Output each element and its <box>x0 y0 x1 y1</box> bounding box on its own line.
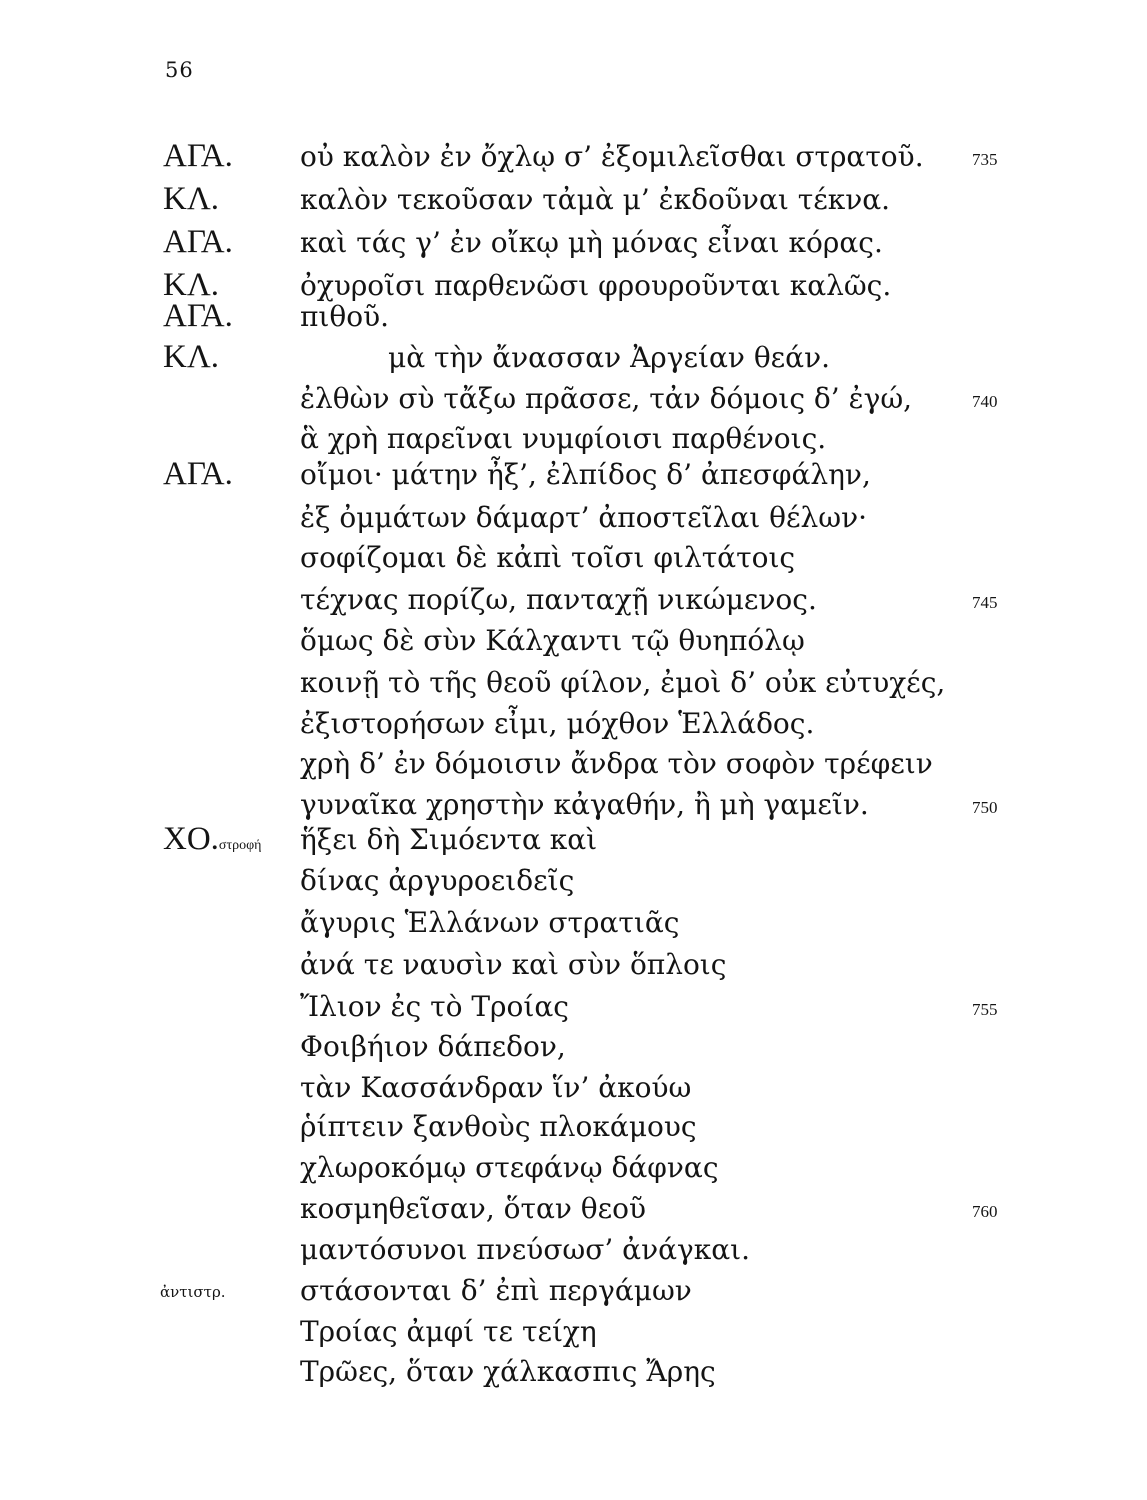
verse-line <box>0 1270 1147 1314</box>
verse-line <box>0 902 1147 946</box>
speaker-label <box>163 819 261 866</box>
verse-line <box>0 136 1147 180</box>
verse-text-line: ὀχυροῖσι παρθενῶσι φρουροῦνται καλῶς. <box>300 269 892 302</box>
verse-line <box>0 1026 1147 1070</box>
verse-line <box>0 1147 1147 1191</box>
verse-text-line: χλωροκόμῳ στεφάνῳ δάφνας <box>300 1151 719 1184</box>
verse-line <box>0 819 1147 863</box>
verse-text-line: ἐξ ὀμμάτων δάμαρτ’ ἀποστεῖλαι θέλων· <box>300 501 868 534</box>
verse-line <box>0 1351 1147 1395</box>
page-number: 56 <box>165 58 194 82</box>
line-number: 740 <box>972 392 998 411</box>
verse-text-line: γυναῖκα χρηστὴν κἀγαθήν, ἢ μὴ γαμεῖν. <box>300 788 869 821</box>
verse-line <box>0 986 1147 1030</box>
verse-line <box>0 296 1147 340</box>
line-number: 735 <box>972 150 998 169</box>
verse-line <box>0 743 1147 787</box>
verse-line <box>0 1106 1147 1150</box>
verse-line <box>0 337 1147 381</box>
strophe-label: στροφή <box>218 838 262 853</box>
verse-line <box>0 497 1147 541</box>
verse-text-line: ἥξει δὴ Σιμόεντα καὶ <box>300 823 598 856</box>
line-number: 760 <box>972 1202 998 1221</box>
verse-text-line: Ἴλιον ἐς τὸ Τροίας <box>300 990 569 1023</box>
speaker-label: ΑΓΑ. <box>163 298 233 334</box>
antistrophe-label: ἀντιστρ. <box>160 1283 226 1301</box>
line-number: 755 <box>972 1000 998 1019</box>
verse-text-line: καλὸν τεκοῦσαν τἀμὰ μ’ ἐκδοῦναι τέκνα. <box>300 183 891 216</box>
verse-text-line: οὐ καλὸν ἐν ὄχλῳ σ’ ἐξομιλεῖσθαι στρατοῦ. <box>300 140 924 173</box>
verse-text-line: Τρῶες, ὅταν χάλκασπις Ἄρης <box>300 1355 716 1388</box>
verse-text-line: δίνας ἀργυροειδεῖς <box>300 864 575 897</box>
verse-text-line: χρὴ δ’ ἐν δόμοισιν ἄνδρα τὸν σοφὸν τρέφειν <box>300 747 933 780</box>
verse-text-line: ἐξιστορήσων εἶμι, μόχθον Ἑλλάδος. <box>300 707 815 740</box>
verse-line <box>0 1311 1147 1355</box>
verse-text-line: ἄγυρις Ἑλλάνων στρατιᾶς <box>300 906 680 939</box>
verse-line <box>0 222 1147 266</box>
verse-text-line: σοφίζομαι δὲ κἀπὶ τοῖσι φιλτάτοις <box>300 541 796 574</box>
speaker-label: ΚΛ. <box>163 339 220 375</box>
speaker-label: ΚΛ. <box>163 181 220 217</box>
verse-text-line: ἃ χρὴ παρεῖναι νυμφίοισι παρθένοις. <box>300 422 827 455</box>
line-number: 750 <box>972 798 998 817</box>
verse-text-line: οἴμοι· μάτην ἦξ’, ἐλπίδος δ’ ἀπεσφάλην, <box>300 458 871 491</box>
verse-line <box>0 579 1147 623</box>
verse-text-line: Τροίας ἀμφί τε τείχη <box>300 1315 597 1348</box>
verse-text-line: στάσονται δ’ ἐπὶ περγάμων <box>300 1274 692 1307</box>
speaker-label: ΑΓΑ. <box>163 224 233 260</box>
line-number: 745 <box>972 593 998 612</box>
verse-line <box>0 1067 1147 1111</box>
verse-text-line: μαντόσυνοι πνεύσωσ’ ἀνάγκαι. <box>300 1233 751 1266</box>
verse-text-line: ἀνά τε ναυσὶν καὶ σὺν ὅπλοις <box>300 948 727 981</box>
verse-line <box>0 1188 1147 1232</box>
speaker-label: ΚΛ. <box>163 267 220 303</box>
chorus-label: ΧΟ. <box>163 821 219 857</box>
verse-text-line: ὅμως δὲ σὺν Κάλχαντι τῷ θυηπόλῳ <box>300 624 805 657</box>
verse-text-line: μὰ τὴν ἄνασσαν Ἀργείαν θεάν. <box>388 341 831 374</box>
verse-text-line: καὶ τάς γ’ ἐν οἴκῳ μὴ μόνας εἶναι κόρας. <box>300 226 883 259</box>
verse-text-line: τέχνας πορίζω, πανταχῇ νικώμενος. <box>300 583 817 616</box>
verse-text-line: πιθοῦ. <box>300 300 390 333</box>
verse-line <box>0 378 1147 422</box>
verse-text-line: ῥίπτειν ξανθοὺς πλοκάμους <box>300 1110 697 1143</box>
verse-line <box>0 537 1147 581</box>
speaker-label: ΑΓΑ. <box>163 138 233 174</box>
verse-line <box>0 179 1147 223</box>
speaker-label: ΑΓΑ. <box>163 456 233 492</box>
verse-text-line: κοινῇ τὸ τῆς θεοῦ φίλον, ἐμοὶ δ’ οὐκ εὐτυχές, <box>300 666 946 699</box>
verse-text-line: τὰν Κασσάνδραν ἵν’ ἀκούω <box>300 1071 692 1104</box>
verse-line <box>0 1229 1147 1273</box>
verse-line <box>0 662 1147 706</box>
verse-text-line: κοσμηθεῖσαν, ὅταν θεοῦ <box>300 1192 647 1225</box>
verse-line <box>0 454 1147 498</box>
verse-line <box>0 620 1147 664</box>
verse-line <box>0 860 1147 904</box>
verse-line <box>0 944 1147 988</box>
verse-text-line: ἐλθὼν σὺ τἄξω πρᾶσσε, τἀν δόμοις δ’ ἐγώ, <box>300 382 913 415</box>
verse-text-line: Φοιβήιον δάπεδον, <box>300 1030 566 1063</box>
verse-line <box>0 703 1147 747</box>
